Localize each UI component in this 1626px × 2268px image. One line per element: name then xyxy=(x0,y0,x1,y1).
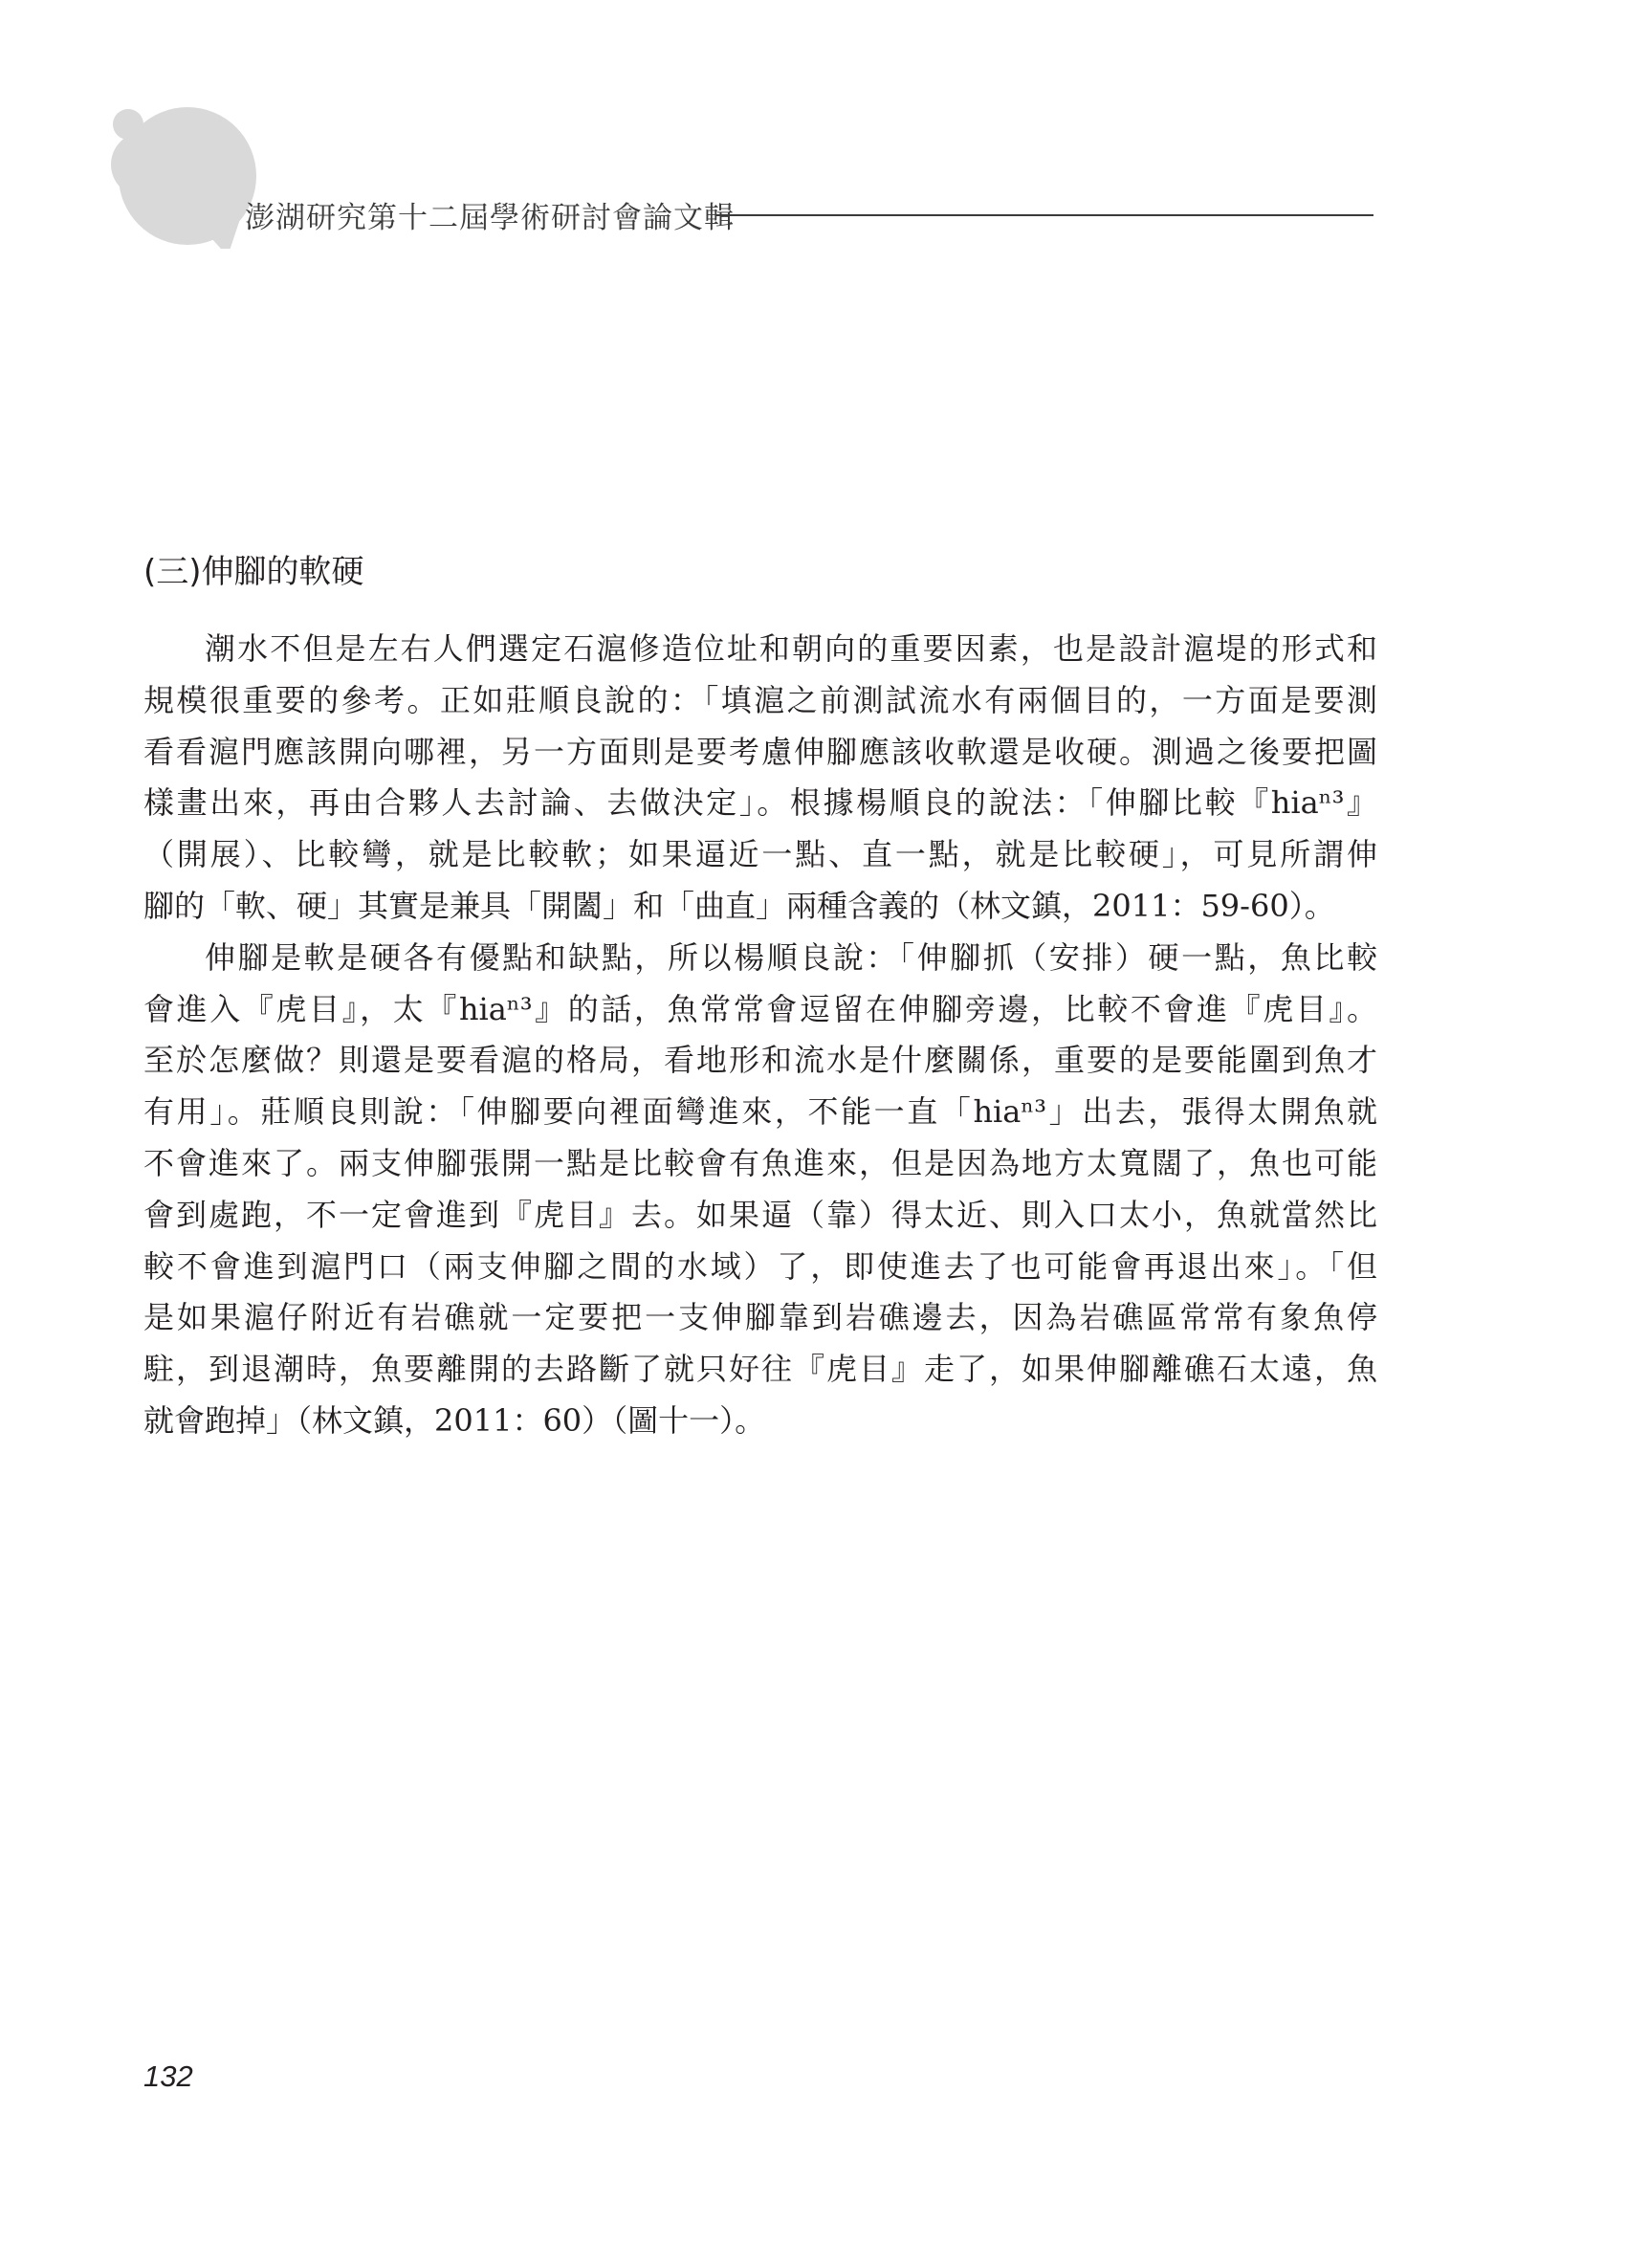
paragraph-line: 會到處跑，不一定會進到『虎目』去。如果逼（靠）得太近、則入口太小，魚就當然比 xyxy=(143,1196,1377,1233)
paragraph-line: 駐，到退潮時，魚要離開的去路斷了就只好往『虎目』走了，如果伸腳離礁石太遠，魚 xyxy=(143,1351,1377,1388)
running-header-title: 澎湖研究第十二屆學術研討會論文輯 xyxy=(245,201,735,235)
bubble-tiny xyxy=(156,215,181,240)
paragraph-line: 看看滬門應該開向哪裡，另一方面則是要考慮伸腳應該收軟還是收硬。測過之後要把圖 xyxy=(143,733,1377,770)
paragraph-line: 是如果滬仔附近有岩礁就一定要把一支伸腳靠到岩礁邊去，因為岩礁區常常有象魚停 xyxy=(143,1299,1377,1336)
paragraph-line: 至於怎麼做？則還是要看滬的格局，看地形和流水是什麼關係，重要的是要能圍到魚才 xyxy=(143,1042,1377,1079)
header-rule xyxy=(715,214,1373,216)
page-number: 132 xyxy=(143,2059,193,2093)
paragraph-line: 樣畫出來，再由合夥人去討論、去做決定」。根據楊順良的說法：「伸腳比較『hiaⁿ³』 xyxy=(143,784,1377,822)
bubble-medium xyxy=(111,132,176,197)
paragraph-line: 有用」。莊順良則說：「伸腳要向裡面彎進來，不能一直「hiaⁿ³」出去，張得太開魚就 xyxy=(143,1093,1377,1131)
section-heading: (三)伸腳的軟硬 xyxy=(143,553,364,591)
paragraph-line: 潮水不但是左右人們選定石滬修造位址和朝向的重要因素，也是設計滬堤的形式和 xyxy=(205,630,1377,667)
paragraph-line: 伸腳是軟是硬各有優點和缺點，所以楊順良說：「伸腳抓（安排）硬一點，魚比較 xyxy=(205,938,1377,976)
paragraph-line: 會進入『虎目』，太『hiaⁿ³』的話，魚常常會逗留在伸腳旁邊，比較不會進『虎目』。 xyxy=(143,990,1377,1027)
bubble-small xyxy=(113,109,143,140)
body-text xyxy=(143,624,1377,1447)
paragraph-line: 腳的「軟、硬」其實是兼具「開闔」和「曲直」兩種含義的（林文鎮，2011：59-60）。 xyxy=(143,887,1335,924)
header-bubble-decoration xyxy=(0,0,287,249)
paragraph-line: 較不會進到滬門口（兩支伸腳之間的水域）了，即使進去了也可能會再退出來」。「但 xyxy=(143,1247,1377,1285)
paragraph-line: 不會進來了。兩支伸腳張開一點是比較會有魚進來，但是因為地方太寬闊了，魚也可能 xyxy=(143,1144,1377,1181)
paragraph-line: 就會跑掉」（林文鎮，2011：60）（圖十一）。 xyxy=(143,1401,766,1439)
paragraph-2 xyxy=(143,933,1377,1447)
paragraph-line: 規模很重要的參考。正如莊順良說的：「填滬之前測試流水有兩個目的，一方面是要測 xyxy=(143,681,1377,718)
paragraph-line: （開展）、比較彎，就是比較軟；如果逼近一點、直一點，就是比較硬」，可見所謂伸 xyxy=(143,836,1377,873)
paragraph-1 xyxy=(143,624,1377,933)
